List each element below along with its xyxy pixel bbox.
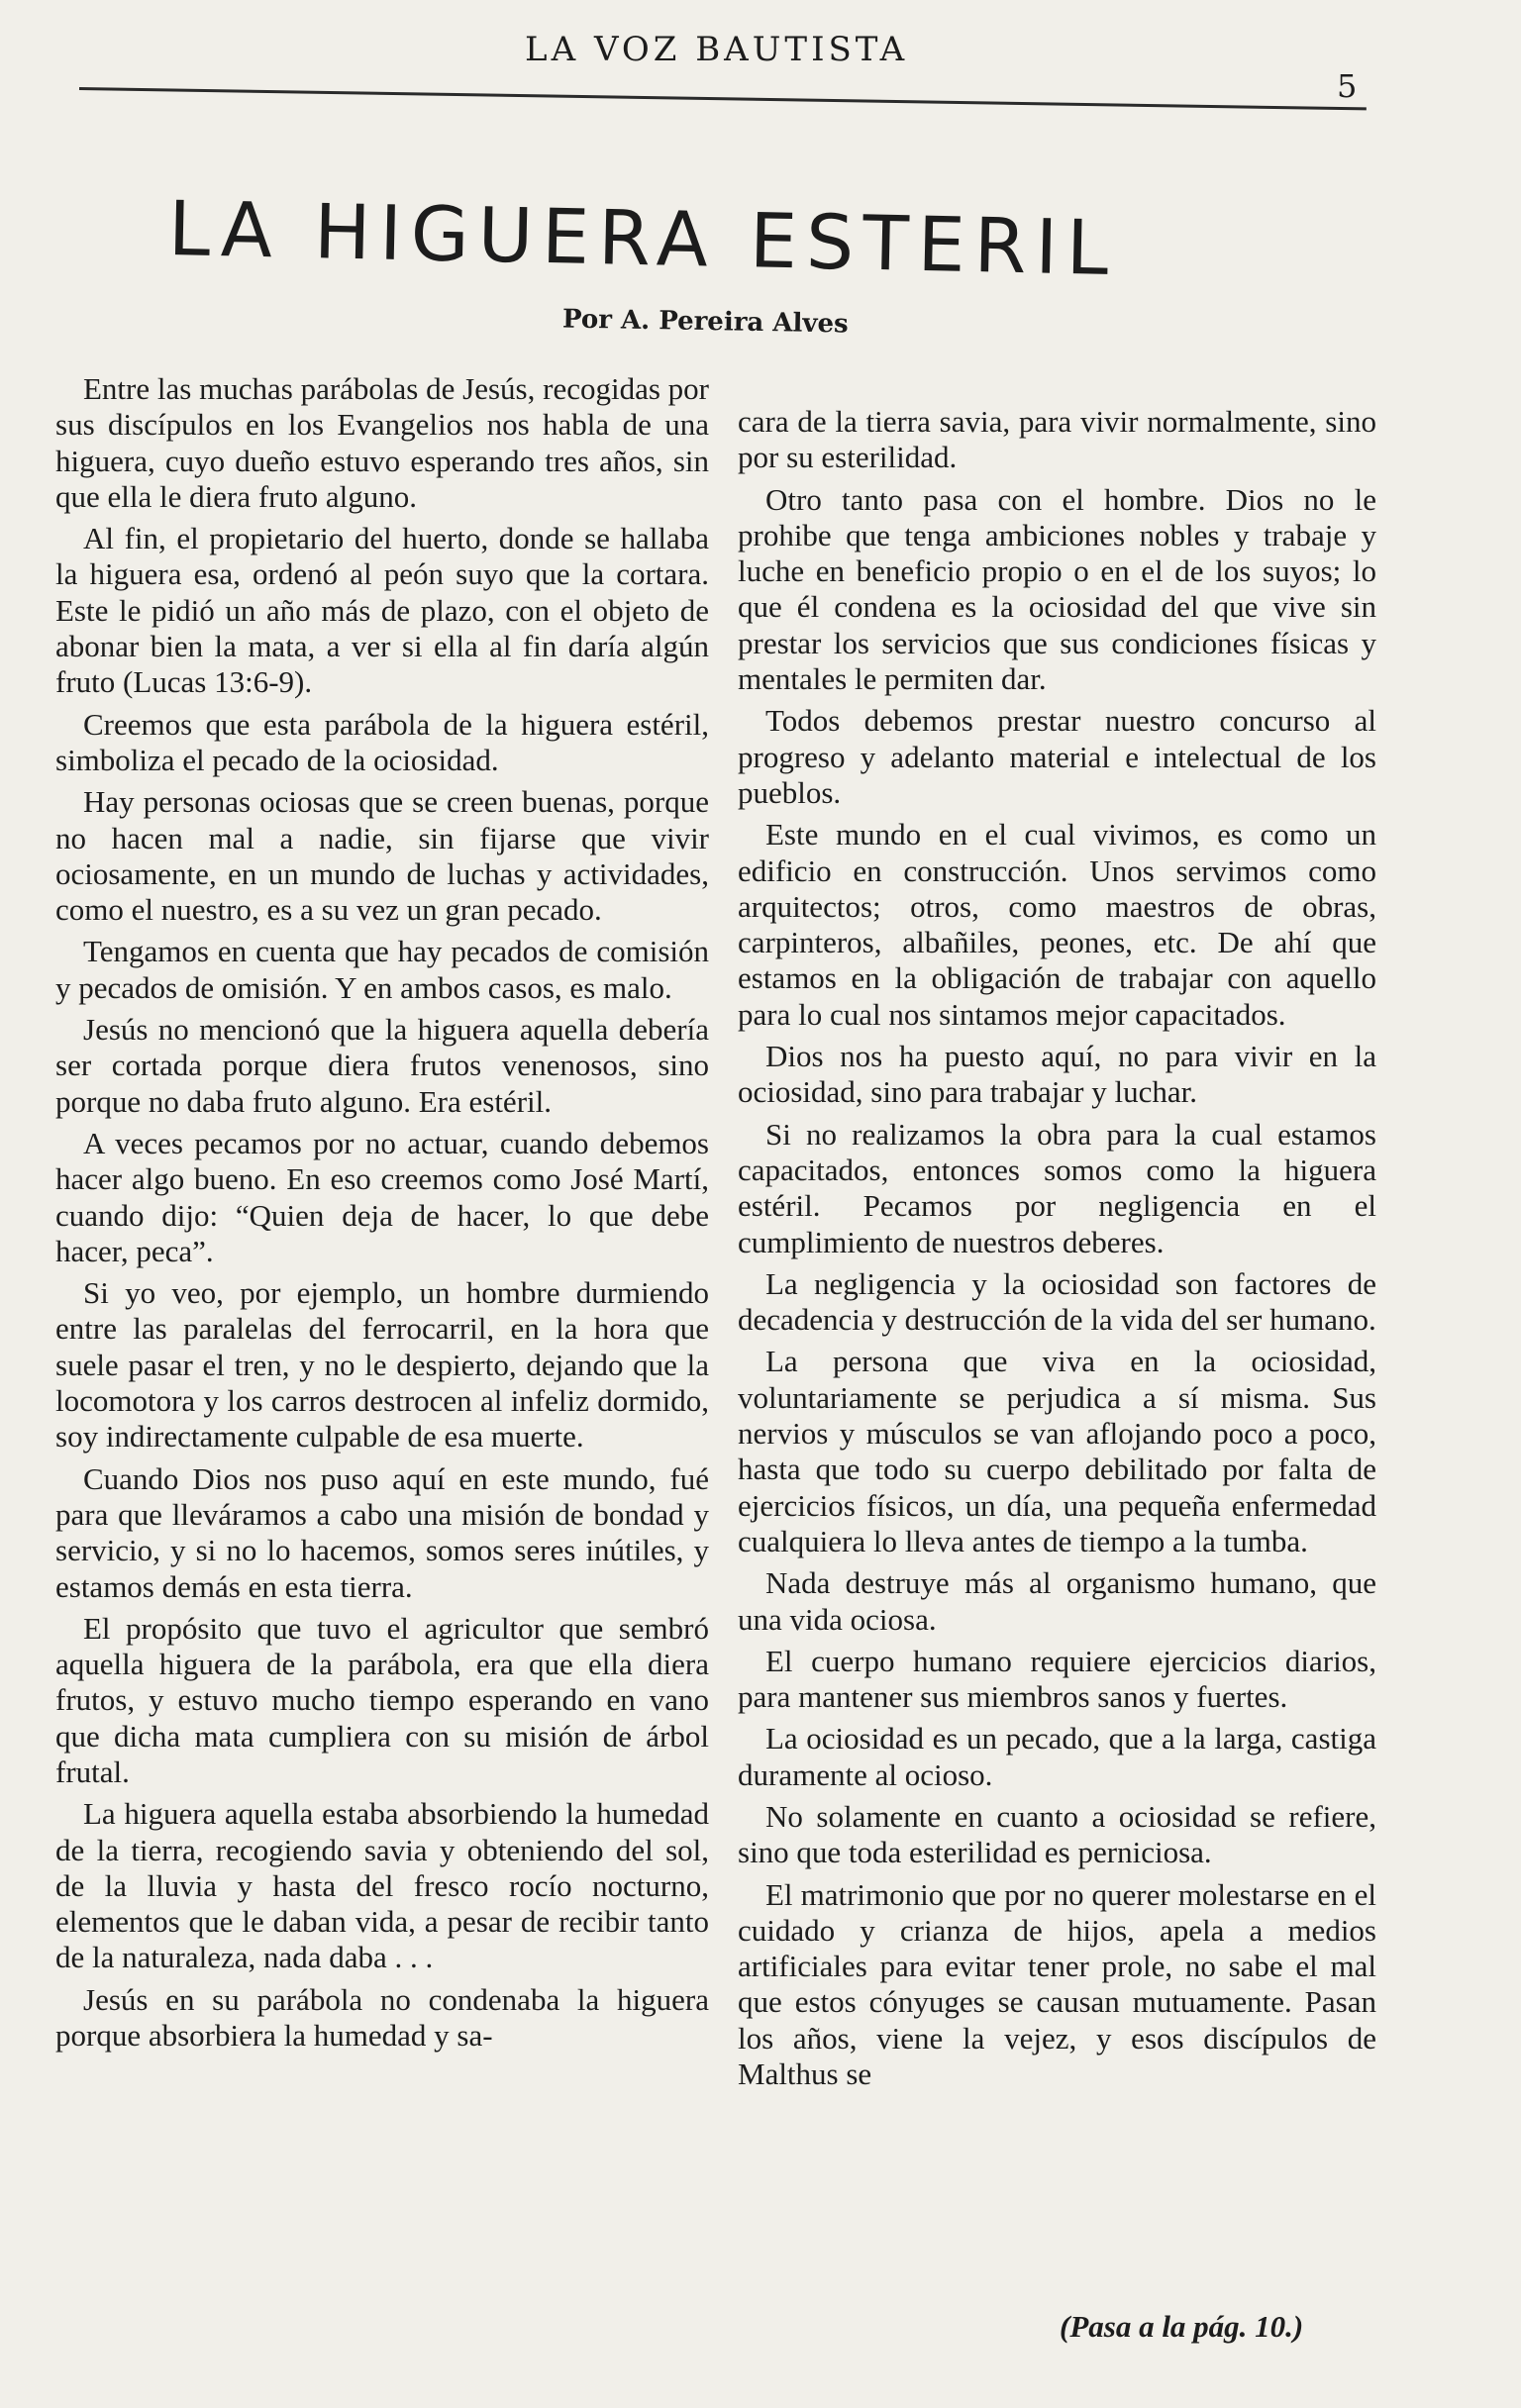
paragraph: Todos debemos prestar nuestro concurso al progreso y adelanto material e intelectual de los pueblos.	[738, 703, 1376, 810]
text-column-right	[738, 404, 1376, 2098]
header-rule	[79, 87, 1367, 110]
paragraph: Cuando Dios nos puso aquí en este mundo, fué para que lleváramos a cabo una misión de bondad y servicio, y si no lo hacemos, somos seres inútiles, y estamos demás en esta tierra.	[55, 1460, 709, 1604]
paragraph: Nada destruye más al organismo humano, que una vida ociosa.	[738, 1565, 1376, 1637]
article-byline: Por A. Pereira Alves	[561, 304, 849, 340]
paragraph: Otro tanto pasa con el hombre. Dios no le prohibe que tenga ambiciones nobles y trabaje y luche en beneficio propio o en el de los suyos; lo que él condena es la ociosidad del que vive sin prestar los servicios que sus condiciones físicas y mentales le permiten dar.	[738, 481, 1376, 697]
paragraph: Dios nos ha puesto aquí, no para vivir en la ociosidad, sino para trabajar y luchar.	[738, 1039, 1376, 1110]
paragraph: Este mundo en el cual vivimos, es como un edificio en construcción. Unos servimos como arquitectos; otros, como maestros de obras, carpinteros, albañiles, peones, etc. De ahí que estamos en la obligación de trabajar con aquello para lo cual nos sintamos mejor capacitados.	[738, 817, 1376, 1032]
paragraph: Si no realizamos la obra para la cual estamos capacitados, entonces somos como la higuera estéril. Pecamos por negligencia en el cumplimiento de nuestros deberes.	[738, 1116, 1376, 1259]
paragraph: Tengamos en cuenta que hay pecados de comisión y pecados de omisión. Y en ambos casos, es malo.	[55, 934, 709, 1005]
paragraph: Jesús en su parábola no condenaba la higuera porque absorbiera la humedad y sa-	[55, 1981, 709, 2054]
paragraph: El cuerpo humano requiere ejercicios diarios, para mantener sus miembros sanos y fuertes.	[738, 1643, 1376, 1715]
text-column-left	[55, 371, 709, 2059]
paragraph: La ociosidad es un pecado, que a la larga, castiga duramente al ocioso.	[738, 1721, 1376, 1792]
paragraph: El matrimonio que por no querer molestarse en el cuidado y crianza de hijos, apela a medios artificiales para evitar tener prole, no sabe el mal que estos cónyuges se causan mutuamente. Pasan los años, viene la vejez, y esos discípulos de Malthus se	[738, 1876, 1376, 2092]
paragraph: La negligencia y la ociosidad son factores de decadencia y destrucción de la vida del ser humano.	[738, 1265, 1376, 1338]
paragraph: Jesús no mencionó que la higuera aquella debería ser cortada porque diera frutos venenosos, sino porque no daba fruto alguno. Era estéril.	[55, 1012, 709, 1119]
paragraph: La higuera aquella estaba absorbiendo la humedad de la tierra, recogiendo savia y obteniendo del sol, de la lluvia y hasta del fresco rocío nocturno, elementos que le daban vida, a pesar de recibir tanto de la naturaleza, nada daba . . .	[55, 1796, 709, 1975]
paragraph: Entre las muchas parábolas de Jesús, recogidas por sus discípulos en los Evangelios nos habla de una higuera, cuyo dueño estuvo esperando tres años, sin que ella le diera fruto alguno.	[55, 371, 709, 514]
running-header	[0, 22, 1521, 131]
paragraph: Al fin, el propietario del huerto, donde se hallaba la higuera esa, ordenó al peón suyo que la cortara. Este le pidió un año más de plazo, con el objeto de abonar bien la mata, a ver si ella al fin daría algún fruto (Lucas 13:6-9).	[55, 521, 709, 700]
paragraph: Creemos que esta parábola de la higuera estéril, simboliza el pecado de la ociosidad.	[55, 706, 709, 777]
paragraph: cara de la tierra savia, para vivir normalmente, sino por su esterilidad.	[738, 404, 1376, 475]
paragraph: La persona que viva en la ociosidad, voluntariamente se perjudica a sí misma. Sus nervios y músculos se van aflojando poco a poco, hasta que todo su cuerpo debilitado por falta de ejercicios físicos, un día, una pequeña enfermedad cualquiera lo lleva antes de tiempo a la tumba.	[738, 1344, 1376, 1558]
paragraph: El propósito que tuvo el agricultor que sembró aquella higuera de la parábola, era que ella diera frutos, y estuvo mucho tiempo esperando en vano que dicha mata cumpliera con su misión de árbol frutal.	[55, 1610, 709, 1789]
paragraph: A veces pecamos por no actuar, cuando debemos hacer algo bueno. En eso creemos como José Martí, cuando dijo: “Quien deja de hacer, lo que debe hacer, peca”.	[55, 1125, 709, 1268]
paragraph: Si yo veo, por ejemplo, un hombre durmiendo entre las paralelas del ferrocarril, en la hora que suele pasar el tren, y no le despierto, dejando que la locomotora y los carros destrocen al infeliz dormido, soy indirectamente culpable de esa muerte.	[55, 1275, 709, 1455]
article-title: LA HIGUERA ESTERIL	[167, 184, 1119, 293]
continuation-note: (Pasa a la pág. 10.)	[1060, 2309, 1304, 2344]
page-number: 5	[1337, 67, 1358, 105]
paragraph: No solamente en cuanto a ociosidad se refiere, sino que toda esterilidad es perniciosa.	[738, 1798, 1376, 1870]
journal-title: LA VOZ BAUTISTA	[525, 30, 909, 69]
paragraph: Hay personas ociosas que se creen buenas, porque no hacen mal a nadie, sin fijarse que vivir ociosamente, en un mundo de luchas y actividades, como el nuestro, es a su vez un gran pecado.	[55, 784, 709, 928]
